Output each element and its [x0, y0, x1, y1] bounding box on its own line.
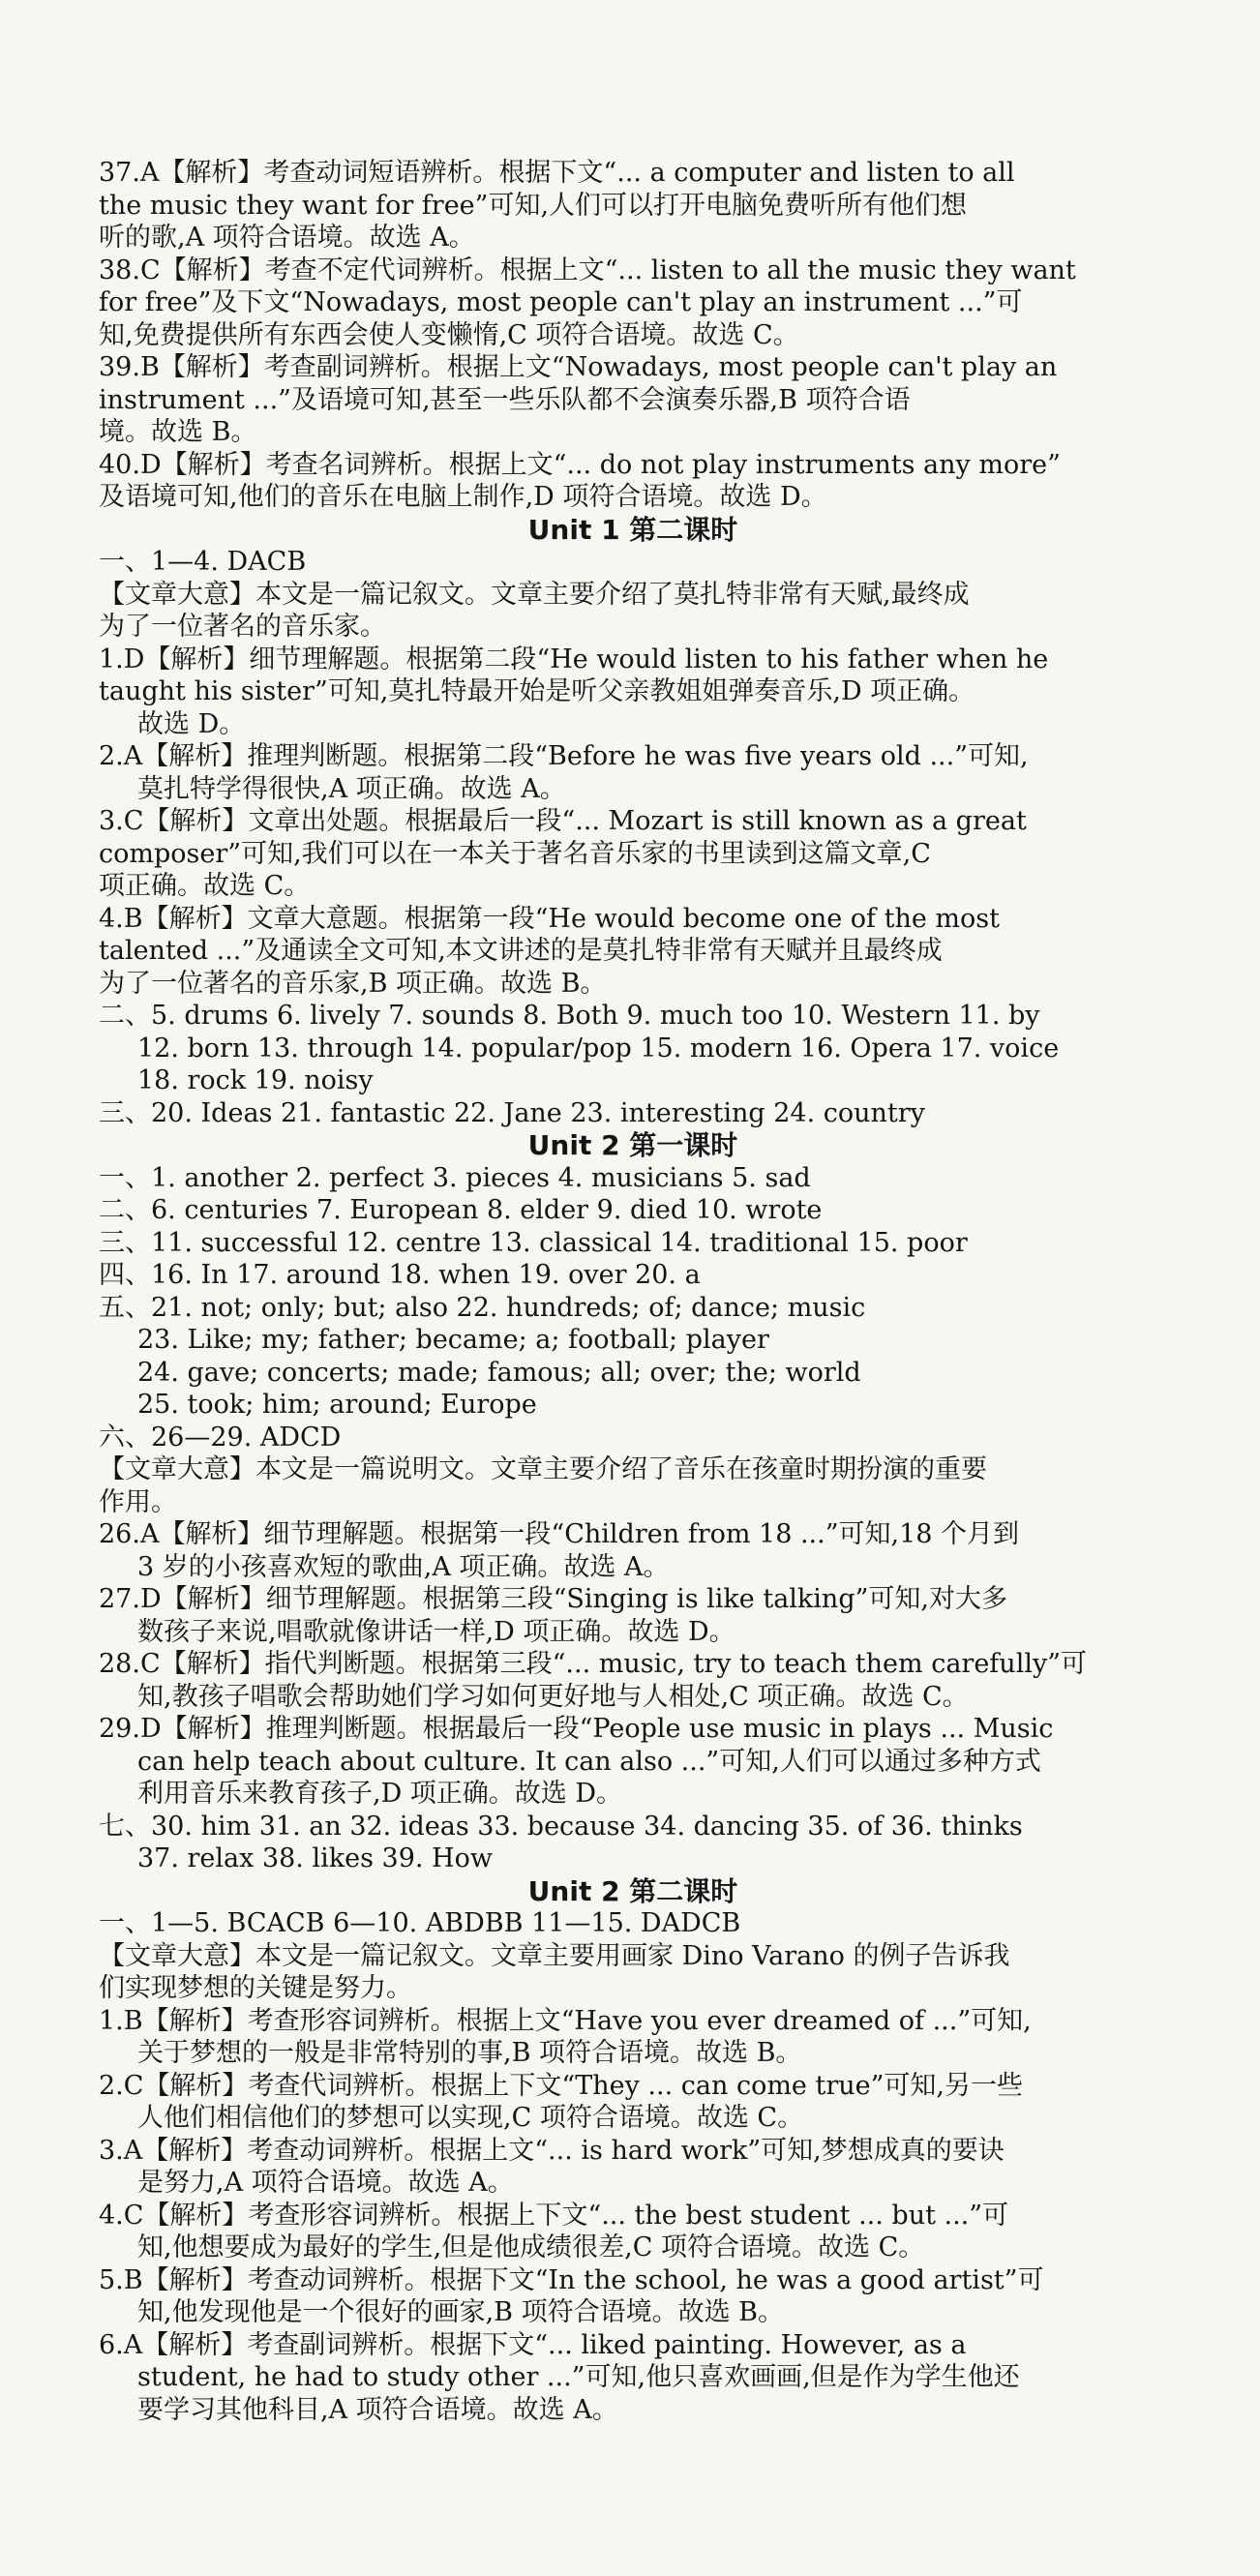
text-line: 为了一位著名的音乐家。 [99, 612, 386, 642]
text-line: 3.C【解析】文章出处题。根据最后一段“... Mozart is still known as a great [99, 806, 1027, 836]
text-line: 三、20. Ideas 21. fantastic 22. Jane 23. interesting 24. country [99, 1097, 925, 1128]
text-line: 知,他想要成为最好的学生,但是他成绩很差,C 项符合语境。故选 C。 [137, 2232, 925, 2262]
text-line: 27.D【解析】细节理解题。根据第三段“Singing is like talking”可知,对大多 [99, 1584, 1007, 1614]
text-line: 25. took; him; around; Europe [137, 1390, 537, 1420]
text-line: composer”可知,我们可以在一本关于著名音乐家的书里读到这篇文章,C [99, 838, 931, 869]
text-line: 五、21. not; only; but; also 22. hundreds; of; dance; music [99, 1292, 866, 1323]
text-line: 们实现梦想的关键是努力。 [99, 1973, 412, 2003]
text-line: 39.B【解析】考查副词辨析。根据上文“Nowadays, most people can't play an [99, 352, 1058, 382]
text-line: 18. rock 19. noisy [137, 1065, 374, 1095]
text-line: 是努力,A 项符合语境。故选 A。 [137, 2168, 514, 2198]
text-line: 听的歌,A 项符合语境。故选 A。 [99, 223, 475, 253]
text-line: 2.C【解析】考查代词辨析。根据上下文“They ... can come true”可知,另一些 [99, 2070, 1024, 2101]
text-line: 一、1. another 2. perfect 3. pieces 4. musicians 5. sad [99, 1162, 811, 1193]
text-line: 知,教孩子唱歌会帮助她们学习如何更好地与人相处,C 项正确。故选 C。 [137, 1681, 969, 1712]
text-line: 人他们相信他们的梦想可以实现,C 项符合语境。故选 C。 [137, 2103, 804, 2133]
text-line: 【文章大意】本文是一篇说明文。文章主要介绍了音乐在孩童时期扮演的重要 [99, 1454, 987, 1484]
text-line: 一、1—4. DACB [99, 547, 307, 577]
text-line: 四、16. In 17. around 18. when 19. over 20. a [99, 1260, 701, 1290]
answer-key-content [99, 157, 1167, 2426]
text-line: 二、5. drums 6. lively 7. sounds 8. Both 9. much too 10. Western 11. by [99, 1001, 1040, 1031]
text-line: 利用音乐来教育孩子,D 项正确。故选 D。 [137, 1779, 623, 1809]
section-heading: Unit 2 第一课时 [527, 1129, 738, 1161]
text-line: 二、6. centuries 7. European 8. elder 9. died 10. wrote [99, 1195, 823, 1225]
text-line: 三、11. successful 12. centre 13. classical 14. traditional 15. poor [99, 1227, 968, 1258]
text-line: 【文章大意】本文是一篇记叙文。文章主要介绍了莫扎特非常有天赋,最终成 [99, 579, 970, 610]
section-heading: Unit 1 第二课时 [527, 513, 738, 546]
text-line: 37. relax 38. likes 39. How [137, 1843, 493, 1873]
text-line: student, he had to study other ...”可知,他只喜欢画画,但是作为学生他还 [137, 2362, 1020, 2392]
text-line: 1.D【解析】细节理解题。根据第二段“He would listen to his father when he [99, 644, 1049, 674]
text-line: 24. gave; concerts; made; famous; all; over; the; world [137, 1357, 861, 1388]
text-line: 3 岁的小孩喜欢短的歌曲,A 项正确。故选 A。 [137, 1551, 670, 1582]
text-line: for free”及下文“Nowadays, most people can't play an instrument ...”可 [99, 287, 1023, 317]
text-line: 38.C【解析】考查不定代词辨析。根据上文“... listen to all the music they want [99, 255, 1076, 285]
text-line: taught his sister”可知,莫扎特最开始是听父亲教姐姐弹奏音乐,D 项正确。 [99, 676, 975, 706]
text-line: 40.D【解析】考查名词辨析。根据上文“... do not play instruments any more” [99, 449, 1061, 480]
text-line: 4.C【解析】考查形容词辨析。根据上下文“... the best student ... but ...”可 [99, 2200, 1009, 2231]
text-line: 【文章大意】本文是一篇记叙文。文章主要用画家 Dino Varano 的例子告诉我 [99, 1940, 1010, 1971]
text-line: 及语境可知,他们的音乐在电脑上制作,D 项符合语境。故选 D。 [99, 482, 827, 512]
section-heading: Unit 2 第二课时 [527, 1874, 738, 1907]
text-line: 知,他发现他是一个很好的画家,B 项符合语境。故选 B。 [137, 2297, 785, 2327]
text-line: 6.A【解析】考查副词辨析。根据下文“... liked painting. However, as a [99, 2329, 967, 2360]
text-line: talented ...”及通读全文可知,本文讲述的是莫扎特非常有天赋并且最终成 [99, 936, 943, 966]
text-line: 莫扎特学得很快,A 项正确。故选 A。 [137, 773, 566, 804]
text-line: 境。故选 B。 [99, 417, 257, 447]
text-line: 5.B【解析】考查动词辨析。根据下文“In the school, he was a good artist”可 [99, 2264, 1044, 2295]
text-line: 六、26—29. ADCD [99, 1422, 342, 1453]
text-line: instrument ...”及语境可知,甚至一些乐队都不会演奏乐器,B 项符合语 [99, 384, 911, 415]
text-line: 2.A【解析】推理判断题。根据第二段“Before he was five years old ...”可知, [99, 741, 1029, 771]
text-line: 3.A【解析】考查动词辨析。根据上文“... is hard work”可知,梦想成真的要诀 [99, 2135, 1005, 2166]
text-line: 要学习其他科目,A 项符合语境。故选 A。 [137, 2394, 618, 2425]
text-line: 故选 D。 [137, 708, 246, 739]
text-line: 知,免费提供所有东西会使人变懒惰,C 项符合语境。故选 C。 [99, 319, 799, 350]
text-line: 29.D【解析】推理判断题。根据最后一段“People use music in plays ... Music [99, 1714, 1054, 1744]
text-line: 七、30. him 31. an 32. ideas 33. because 34. dancing 35. of 36. thinks [99, 1811, 1023, 1842]
text-line: 37.A【解析】考查动词短语辨析。根据下文“... a computer and listen to all [99, 158, 1015, 188]
text-line: 作用。 [99, 1486, 177, 1517]
text-line: can help teach about culture. It can also ...”可知,人们可以通过多种方式 [137, 1746, 1041, 1777]
text-line: 12. born 13. through 14. popular/pop 15. modern 16. Opera 17. voice [137, 1033, 1060, 1063]
text-line: 1.B【解析】考查形容词辨析。根据上文“Have you ever dreamed of ...”可知, [99, 2005, 1032, 2036]
text-line: 为了一位著名的音乐家,B 项正确。故选 B。 [99, 968, 607, 999]
text-line: 项正确。故选 C。 [99, 871, 311, 901]
text-line: 26.A【解析】细节理解题。根据第一段“Children from 18 ...”可知,18 个月到 [99, 1519, 1020, 1549]
text-line: 28.C【解析】指代判断题。根据第三段“... music, try to teach them carefully”可 [99, 1649, 1088, 1679]
text-line: 数孩子来说,唱歌就像讲话一样,D 项正确。故选 D。 [137, 1616, 735, 1647]
text-line: 4.B【解析】文章大意题。根据第一段“He would become one of the most [99, 903, 1000, 934]
text-line: the music they want for free”可知,人们可以打开电脑免费听所有他们想 [99, 190, 968, 221]
text-line: 23. Like; my; father; became; a; football; player [137, 1325, 769, 1355]
text-line: 一、1—5. BCACB 6—10. ABDBB 11—15. DADCB [99, 1908, 741, 1938]
text-line: 关于梦想的一般是非常特别的事,B 项符合语境。故选 B。 [137, 2038, 802, 2068]
